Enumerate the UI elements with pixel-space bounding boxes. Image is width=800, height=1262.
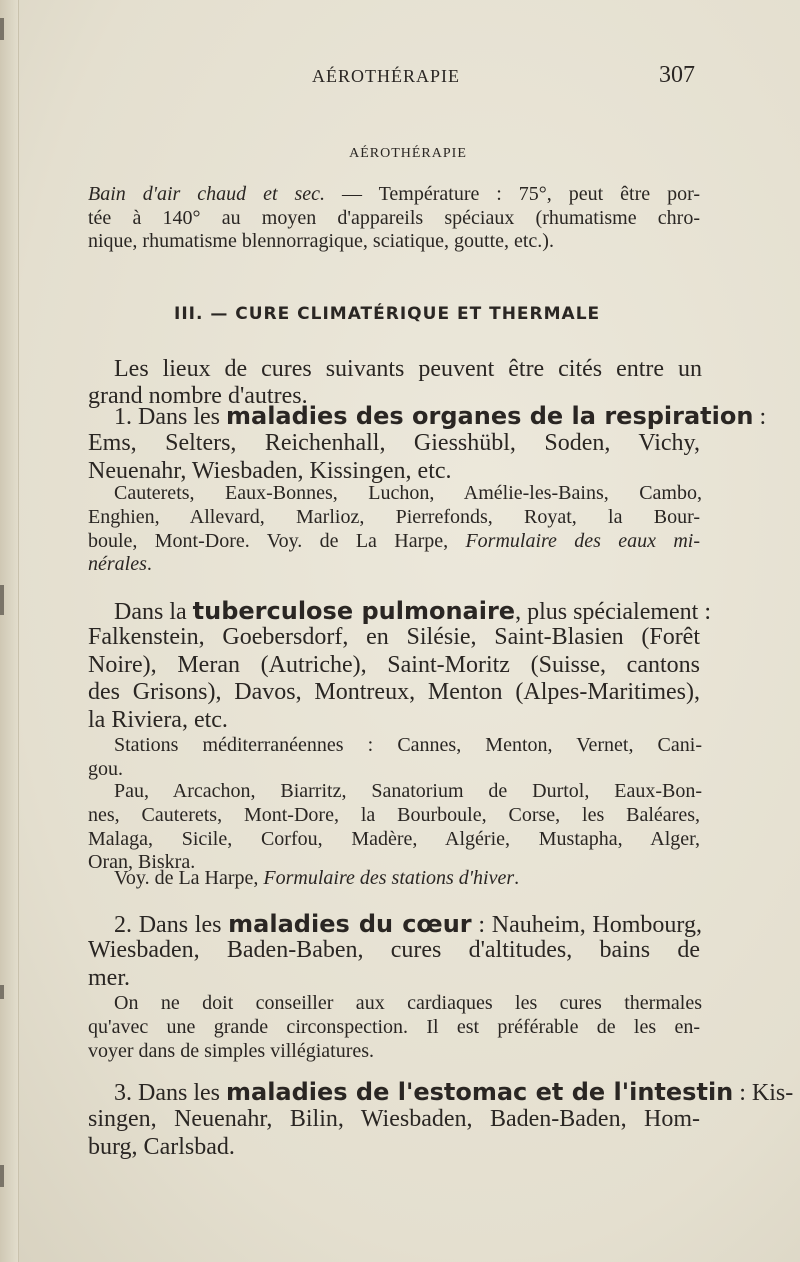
paragraph-tuberculose — [114, 597, 712, 627]
text-line: nique, rhumatisme blennorragique, sciatique, goutte, etc.). — [88, 230, 554, 252]
text-line: 2. Dans les maladies du cœur : Nauheim, Hombourg, — [114, 910, 702, 938]
bold-term: tuberculose pulmonaire — [192, 597, 516, 625]
text-line: Enghien, Allevard, Marlioz, Pierrefonds, Royat, la Bour- — [88, 506, 700, 528]
text-line: Malaga, Sicile, Corfou, Madère, Algérie, Mustapha, Alger, — [88, 827, 700, 850]
paragraph-coeur-note-cont — [88, 1016, 700, 1063]
text-line: la Riviera, etc. — [88, 706, 228, 733]
text-line: Voy. de La Harpe, Formulaire des stations d'hiver. — [114, 867, 520, 889]
binding-mark — [0, 585, 4, 615]
text-line: Dans la tuberculose pulmonaire, plus spécialement : — [114, 597, 712, 625]
text-line: On ne doit conseiller aux cardiaques les cures thermales — [114, 992, 702, 1014]
paragraph-estomac — [114, 1078, 794, 1108]
paragraph-respiration — [114, 402, 767, 432]
page-number: 307 — [659, 62, 695, 88]
text-line: boule, Mont-Dore. Voy. de La Harpe, Formulaire des eaux mi- — [88, 529, 700, 552]
bold-term: maladies des organes de la respiration — [225, 402, 754, 430]
binding-mark — [0, 18, 4, 40]
paragraph-stations — [114, 734, 702, 758]
text-line: voyer dans de simples villégiatures. — [88, 1039, 375, 1062]
section-heading: III. — CURE CLIMATÉRIQUE ET THERMALE — [174, 304, 601, 324]
text-line: Falkenstein, Goebersdorf, en Silésie, Saint-Blasien (Forêt — [88, 624, 700, 650]
text-line: Les lieux de cures suivants peuvent être cités entre un — [114, 356, 702, 382]
paragraph-respiration-cont — [88, 430, 700, 485]
text-line: Oran, Biskra. — [88, 851, 196, 873]
text-line: 3. Dans les maladies de l'estomac et de l'intestin : Kis- — [114, 1078, 794, 1106]
bold-term: maladies de l'estomac et de l'intestin — [225, 1078, 734, 1106]
text-line: gou. — [88, 758, 123, 780]
paragraph-stations-cont — [88, 758, 700, 782]
paragraph-coeur-cont — [88, 937, 700, 992]
text-line: grand nombre d'autres. — [88, 383, 308, 409]
paragraph-bain-air — [88, 183, 700, 254]
text-line: 1. Dans les maladies des organes de la respiration : — [114, 402, 767, 430]
text-line: des Grisons), Davos, Montreux, Menton (Alpes-Maritimes), — [88, 679, 700, 705]
text-line: Ems, Selters, Reichenhall, Giesshübl, Soden, Vichy, — [88, 430, 700, 456]
text-line: nérales. — [88, 553, 152, 575]
text-line: Stations méditerranéennes : Cannes, Menton, Vernet, Cani- — [114, 734, 702, 756]
paragraph-coeur — [114, 911, 702, 940]
paragraph-coeur-note — [114, 992, 702, 1016]
text-line: Neuenahr, Wiesbaden, Kissingen, etc. — [88, 457, 452, 484]
text-line: Cauterets, Eaux-Bonnes, Luchon, Amélie-les-Bains, Cambo, — [114, 482, 702, 504]
paragraph-stations-voy — [114, 867, 702, 891]
binding-mark — [0, 1165, 4, 1187]
text-line: qu'avec une grande circonspection. Il est préférable de les en- — [88, 1016, 700, 1038]
paragraph-stations-list-cont — [88, 804, 700, 875]
running-title: AÉROTHÉRAPIE — [312, 66, 460, 86]
text-line: Wiesbaden, Baden-Baben, cures d'altitudes, bains de — [88, 937, 700, 963]
section-subtitle: AÉROTHÉRAPIE — [349, 146, 467, 161]
text-line: Bain d'air chaud et sec. — Température : 75°, peut être por- — [88, 183, 700, 205]
paragraph-tuberculose-cont — [88, 624, 700, 734]
text-line: mer. — [88, 964, 130, 991]
paragraph-intro — [114, 356, 702, 384]
text-line: nes, Cauterets, Mont-Dore, la Bourboule, Corse, les Baléares, — [88, 804, 700, 826]
text-line: burg, Carlsbad. — [88, 1133, 235, 1160]
text-line: Noire), Meran (Autriche), Saint-Moritz (Suisse, cantons — [88, 651, 700, 678]
text-line: singen, Neuenahr, Bilin, Wiesbaden, Baden-Baden, Hom- — [88, 1106, 700, 1132]
page-binding-edge — [0, 0, 19, 1262]
paragraph-respiration-stations-cont — [88, 506, 700, 577]
paragraph-estomac-cont — [88, 1106, 700, 1161]
paragraph-stations-list — [114, 780, 702, 804]
paragraph-respiration-stations — [114, 482, 702, 506]
text-line: tée à 140° au moyen d'appareils spéciaux (rhumatisme chro- — [88, 206, 700, 229]
text-line: Pau, Arcachon, Biarritz, Sanatorium de Durtol, Eaux-Bon- — [114, 780, 702, 802]
binding-mark — [0, 985, 4, 999]
bold-term: maladies du cœur — [228, 910, 472, 938]
